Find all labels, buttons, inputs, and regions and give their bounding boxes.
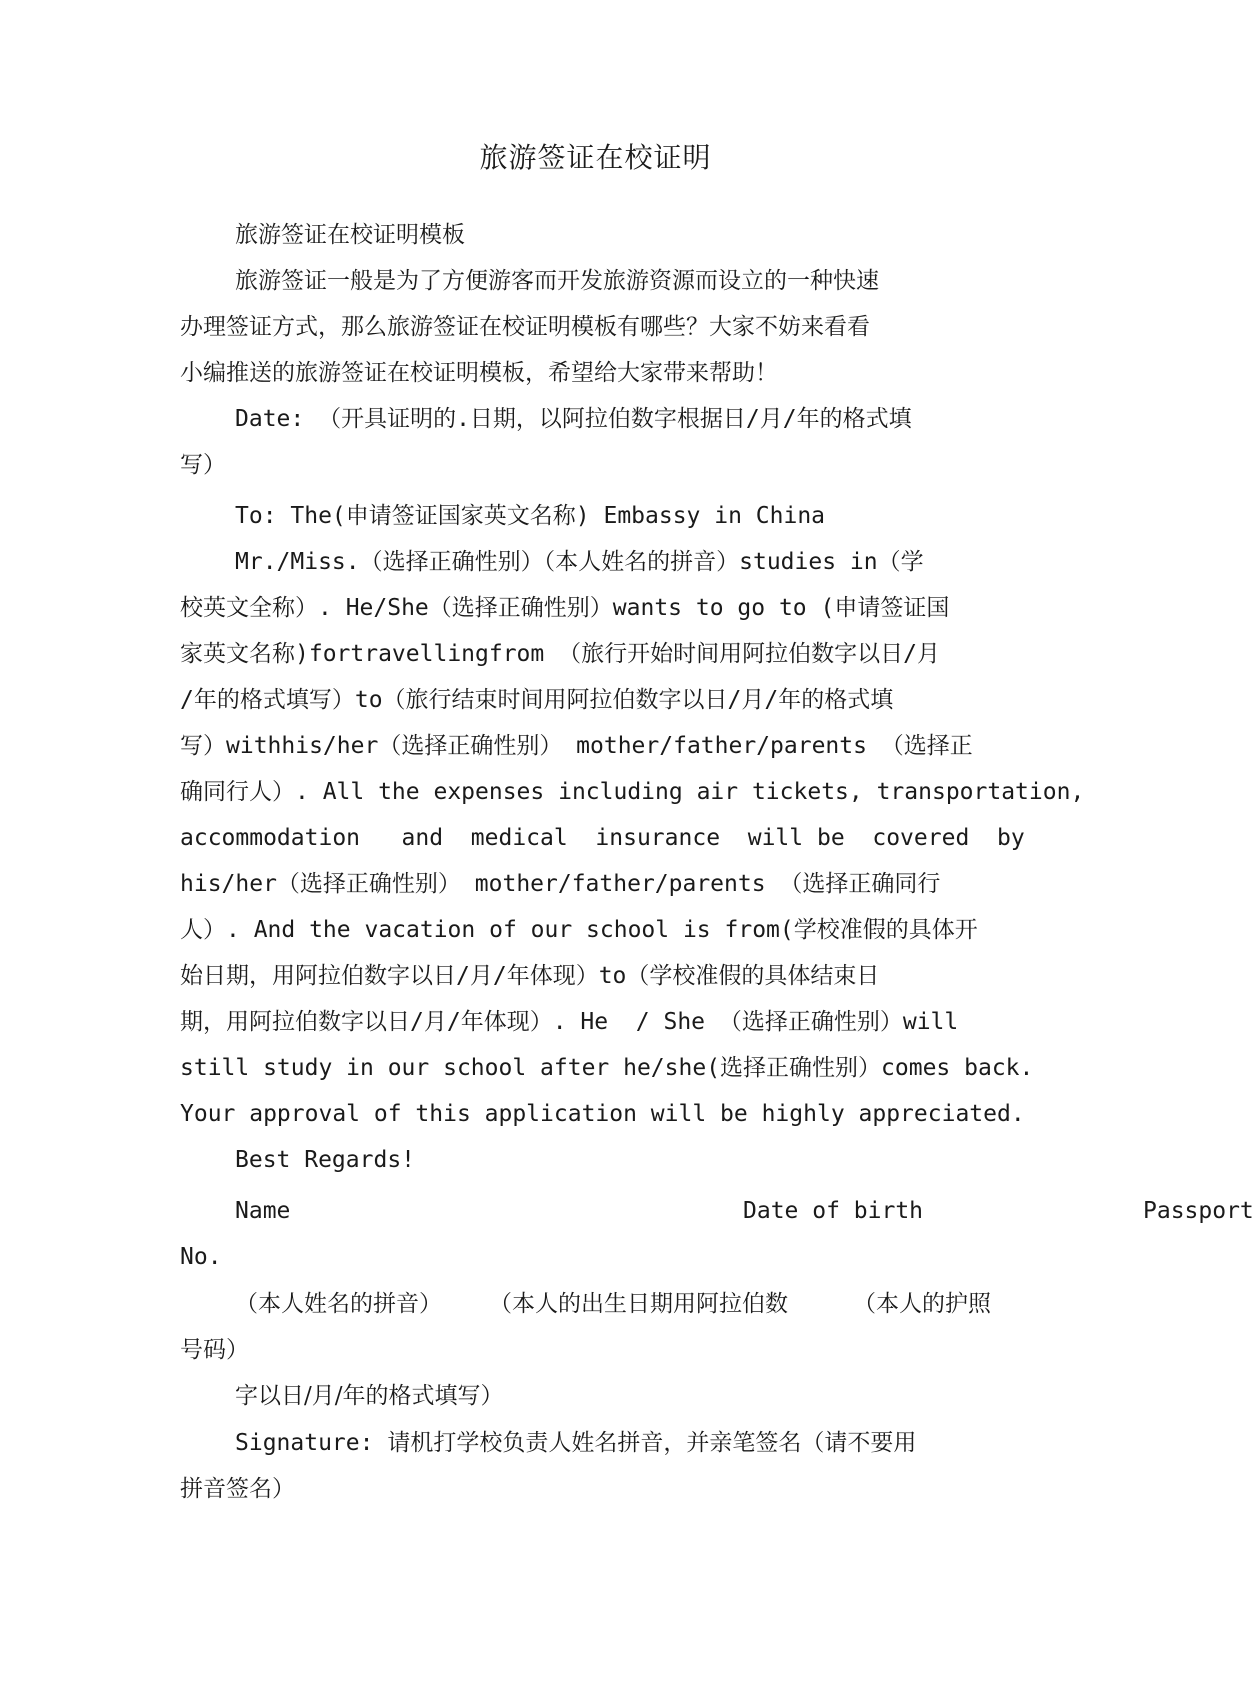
body-line: 始日期，用阿拉伯数字以日/月/年体现）to（学校准假的具体结束日: [180, 963, 880, 989]
body-line: 期，用阿拉伯数字以日/月/年体现）. He / She （选择正确性别）will: [180, 1009, 959, 1035]
name-hint: （本人姓名的拼音）: [235, 1291, 442, 1317]
body-line: 家英文名称)fortravellingfrom （旅行开始时间用阿拉伯数字以日/月: [180, 641, 940, 667]
body-line: accommodation and medical insurance will be covered by: [180, 825, 1025, 851]
passport-hint-cont: 号码）: [180, 1337, 249, 1363]
passport-hint: （本人的护照: [853, 1291, 991, 1317]
dob-hint: （本人的出生日期用阿拉伯数: [489, 1291, 788, 1317]
paragraph-line: 小编推送的旅游签证在校证明模板，希望给大家带来帮助！: [180, 360, 778, 386]
closing: Best Regards!: [235, 1147, 416, 1173]
body-line: 写）withhis/her（选择正确性别） mother/father/parents （选择正: [180, 733, 973, 759]
passport-label: Passport: [1143, 1198, 1254, 1224]
paragraph-line: 旅游签证一般是为了方便游客而开发旅游资源而设立的一种快速: [235, 268, 879, 294]
dob-hint-cont: 字以日/月/年的格式填写）: [235, 1383, 504, 1409]
body-line: 确同行人）. All the expenses including air tickets, transportation,: [180, 779, 1085, 805]
date-line: Date: （开具证明的.日期，以阿拉伯数字根据日/月/年的格式填: [235, 406, 912, 432]
date-line-cont: 写）: [180, 452, 226, 478]
body-line: still study in our school after he/she(选择正确性别）comes back.: [180, 1055, 1034, 1081]
body-line: his/her（选择正确性别） mother/father/parents （选择正确同行: [180, 871, 941, 897]
to-line: To: The(申请签证国家英文名称) Embassy in China: [235, 503, 826, 529]
body-line: 校英文全称）. He/She（选择正确性别）wants to go to (申请签证国: [180, 595, 950, 621]
paragraph-line: 办理签证方式，那么旅游签证在校证明模板有哪些？大家不妨来看看: [180, 314, 870, 340]
body-line: 人）. And the vacation of our school is from(学校准假的具体开: [180, 917, 978, 943]
dob-label: Date of birth: [743, 1198, 924, 1224]
name-label: Name: [235, 1198, 291, 1224]
signature-line: Signature: 请机打学校负责人姓名拼音，并亲笔签名（请不要用: [235, 1430, 917, 1456]
body-line: /年的格式填写）to（旅行结束时间用阿拉伯数字以日/月/年的格式填: [180, 687, 894, 713]
body-line: Your approval of this application will be highly appreciated.: [180, 1101, 1025, 1127]
body-line: Mr./Miss.（选择正确性别）（本人姓名的拼音）studies in（学: [235, 549, 924, 575]
page-title: 旅游签证在校证明: [479, 141, 712, 174]
field-hints: [0, 1289, 1191, 1319]
no-label: No.: [180, 1244, 222, 1270]
subtitle: 旅游签证在校证明模板: [235, 222, 465, 248]
signature-table-header: [0, 1196, 1254, 1226]
signature-line-cont: 拼音签名）: [180, 1476, 295, 1502]
